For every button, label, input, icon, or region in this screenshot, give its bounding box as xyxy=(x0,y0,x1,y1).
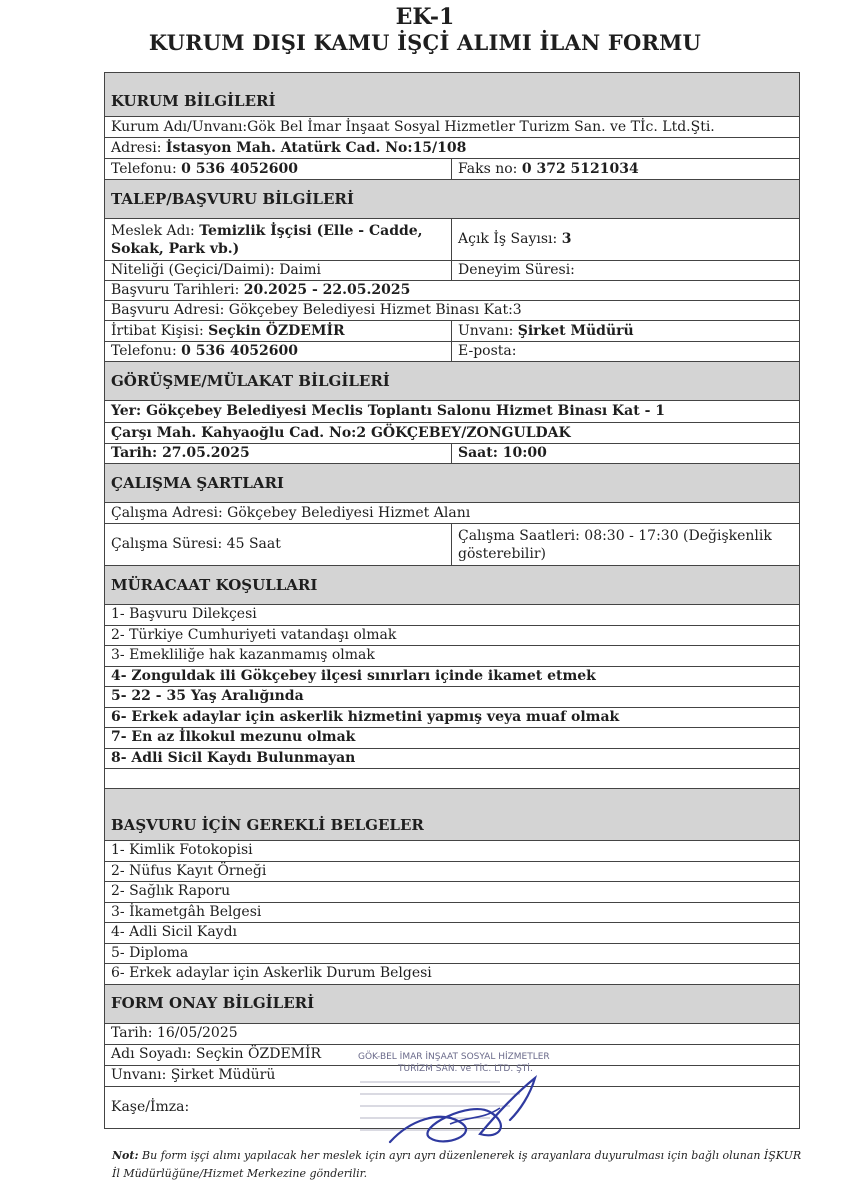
stamp-line-1: GÖK-BEL İMAR İNŞAAT SOSYAL HİZMETLER xyxy=(358,1052,550,1062)
section-belgeler: BAŞVURU İÇİN GEREKLİ BELGELER xyxy=(105,789,800,841)
form-title: KURUM DIŞI KAMU İŞÇİ ALIMI İLAN FORMU xyxy=(148,30,702,55)
onay-tarih: Tarih: 16/05/2025 xyxy=(105,1023,800,1044)
basvuru-adresi: Başvuru Adresi: Gökçebey Belediyesi Hizmet Binası Kat:3 xyxy=(105,301,800,321)
onay-ad-soyad: Adı Soyadı: Seçkin ÖZDEMİR xyxy=(105,1044,800,1065)
gorusme-saat: Saat: 10:00 xyxy=(452,444,800,464)
section-calisma: ÇALIŞMA ŞARTLARI xyxy=(105,464,800,503)
onay-unvan: Unvanı: Şirket Müdürü xyxy=(105,1065,800,1086)
muracaat-item: 4- Zonguldak ili Gökçebey ilçesi sınırları içinde ikamet etmek xyxy=(105,666,800,687)
deneyim-suresi: Deneyim Süresi: xyxy=(452,261,800,281)
section-talep: TALEP/BAŞVURU BİLGİLERİ xyxy=(105,180,800,219)
meslek-adi: Meslek Adı: Temizlik İşçisi (Elle - Cadde, Sokak, Park vb.) xyxy=(105,219,452,261)
kurum-name-row: Kurum Adı/Unvanı:Gök Bel İmar İnşaat Sosyal Hizmetler Turizm San. ve Tİc. Ltd.Şti. xyxy=(105,117,800,138)
muracaat-item: 8- Adli Sicil Kaydı Bulunmayan xyxy=(105,748,800,769)
calisma-suresi: Çalışma Süresi: 45 Saat xyxy=(105,524,452,566)
kurum-address-row: Adresi: İstasyon Mah. Atatürk Cad. No:15/108 xyxy=(105,138,800,159)
section-gorusme: GÖRÜŞME/MÜLAKAT BİLGİLERİ xyxy=(105,362,800,401)
niteligi: Niteliği (Geçici/Daimi): Daimi xyxy=(105,261,452,281)
calisma-saatleri: Çalışma Saatleri: 08:30 - 17:30 (Değişkenlik gösterebilir) xyxy=(452,524,800,566)
belge-item: 5- Diploma xyxy=(105,943,800,964)
gorusme-yer-1: Yer: Gökçebey Belediyesi Meclis Toplantı Salonu Hizmet Binası Kat - 1 xyxy=(105,401,800,423)
stamp-line-2: TURİZM SAN. ve TİC. LTD. ŞTİ. xyxy=(398,1064,533,1074)
belge-item: 3- İkametgâh Belgesi xyxy=(105,902,800,923)
section-kurum: KURUM BİLGİLERİ xyxy=(105,73,800,117)
form-code: EK-1 xyxy=(395,4,455,30)
talep-telefon: Telefonu: 0 536 4052600 xyxy=(105,342,452,362)
footer-note: Not: Bu form işçi alımı yapılacak her meslek için ayrı ayrı düzenlenerek iş arayanlara duyurulması için bağlı olunan İŞKUR İl Müdürlüğüne/Hizmet Merkezine gönderilir. xyxy=(112,1149,802,1180)
muracaat-empty-row xyxy=(105,769,800,789)
gorusme-tarih: Tarih: 27.05.2025 xyxy=(105,444,452,464)
company-stamp-signature xyxy=(350,1050,600,1150)
form-table xyxy=(104,72,800,1129)
muracaat-item: 7- En az İlkokul mezunu olmak xyxy=(105,728,800,749)
gorusme-yer-2: Çarşı Mah. Kahyaoğlu Cad. No:2 GÖKÇEBEY/ZONGULDAK xyxy=(105,423,800,444)
section-onay: FORM ONAY BİLGİLERİ xyxy=(105,984,800,1023)
belge-item: 1- Kimlik Fotokopisi xyxy=(105,841,800,862)
section-muracaat: MÜRACAAT KOŞULLARI xyxy=(105,566,800,605)
kurum-fax: Faks no: 0 372 5121034 xyxy=(452,159,800,180)
belge-item: 2- Sağlık Raporu xyxy=(105,882,800,903)
kurum-phone: Telefonu: 0 536 4052600 xyxy=(105,159,452,180)
calisma-adresi: Çalışma Adresi: Gökçebey Belediyesi Hizmet Alanı xyxy=(105,503,800,524)
irtibat-unvani: Unvanı: Şirket Müdürü xyxy=(452,321,800,342)
basvuru-tarihleri: Başvuru Tarihleri: 20.2025 - 22.05.2025 xyxy=(105,281,800,301)
belge-item: 6- Erkek adaylar için Askerlik Durum Belgesi xyxy=(105,964,800,985)
muracaat-item: 1- Başvuru Dilekçesi xyxy=(105,605,800,626)
signature-icon xyxy=(350,1050,600,1150)
belge-item: 2- Nüfus Kayıt Örneği xyxy=(105,861,800,882)
muracaat-item: 5- 22 - 35 Yaş Aralığında xyxy=(105,687,800,708)
eposta: E-posta: xyxy=(452,342,800,362)
muracaat-item: 2- Türkiye Cumhuriyeti vatandaşı olmak xyxy=(105,625,800,646)
belge-item: 4- Adli Sicil Kaydı xyxy=(105,923,800,944)
onay-kase-imza: Kaşe/İmza: xyxy=(105,1086,800,1128)
irtibat-kisisi: İrtibat Kişisi: Seçkin ÖZDEMİR xyxy=(105,321,452,342)
muracaat-item: 6- Erkek adaylar için askerlik hizmetini yapmış veya muaf olmak xyxy=(105,707,800,728)
acik-is-sayisi: Açık İş Sayısı: 3 xyxy=(452,219,800,261)
muracaat-item: 3- Emekliliğe hak kazanmamış olmak xyxy=(105,646,800,667)
